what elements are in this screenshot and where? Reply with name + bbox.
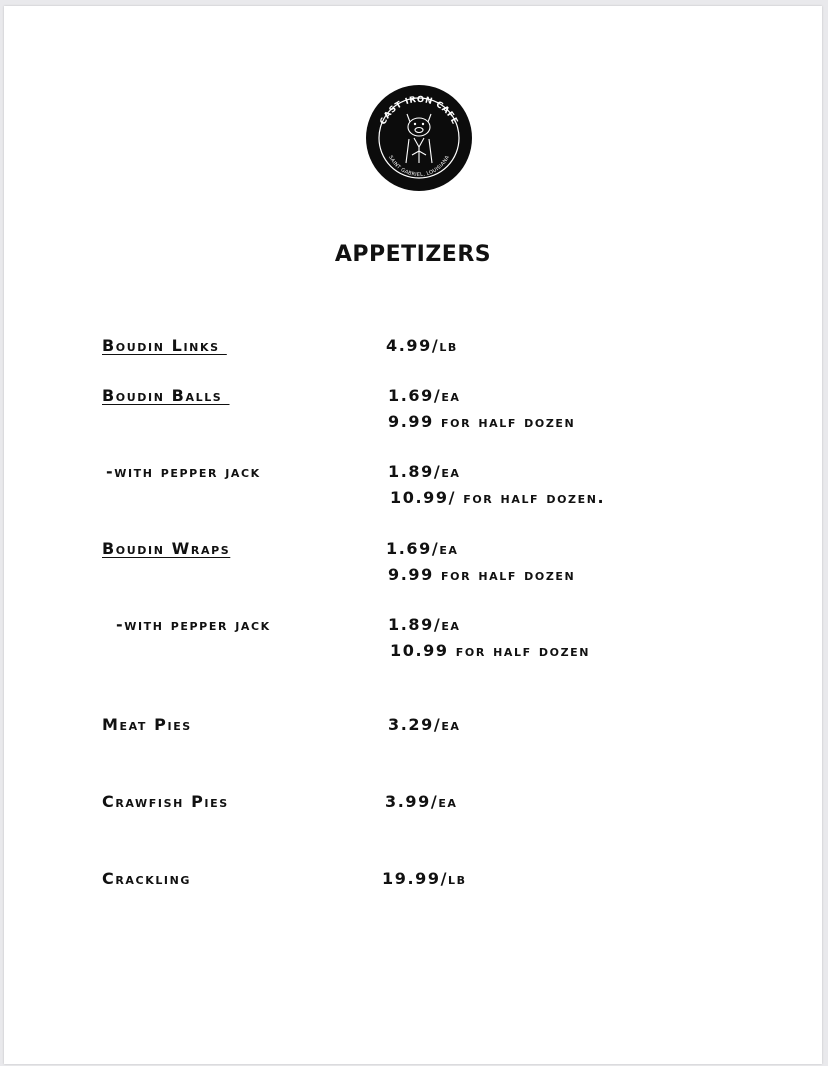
item-price: 1.69/ea <box>388 386 461 405</box>
menu-page <box>4 6 822 1064</box>
item-price-secondary: 9.99 for half dozen <box>388 412 576 431</box>
item-name: Boudin Wraps <box>102 539 231 558</box>
item-name: Crackling <box>102 869 192 888</box>
item-name: Crawfish Pies <box>102 792 229 811</box>
page-title: APPETIZERS <box>334 242 492 267</box>
item-price-secondary: 10.99 for half dozen <box>390 641 591 660</box>
item-name: Boudin Balls <box>102 386 230 405</box>
svg-text:CAST IRON CAFE: CAST IRON CAFE <box>378 94 460 127</box>
item-name: -with pepper jack <box>106 462 261 481</box>
item-price: 3.99/ea <box>385 792 458 811</box>
item-price: 1.89/ea <box>388 615 461 634</box>
item-price: 19.99/lb <box>382 869 467 888</box>
cafe-logo <box>364 83 474 193</box>
item-price-secondary: 10.99/ for half dozen. <box>390 488 606 507</box>
item-price: 3.29/ea <box>388 715 461 734</box>
pig-chef-icon <box>364 83 474 193</box>
item-name: Boudin Links <box>102 336 227 355</box>
svg-text:SAINT GABRIEL, LOUISIANA: SAINT GABRIEL, LOUISIANA <box>387 154 451 179</box>
item-price: 4.99/lb <box>386 336 458 355</box>
item-price: 1.89/ea <box>388 462 461 481</box>
item-price: 1.69/ea <box>386 539 459 558</box>
item-price-secondary: 9.99 for half dozen <box>388 565 576 584</box>
item-name: -with pepper jack <box>116 615 271 634</box>
item-name: Meat Pies <box>102 715 192 734</box>
